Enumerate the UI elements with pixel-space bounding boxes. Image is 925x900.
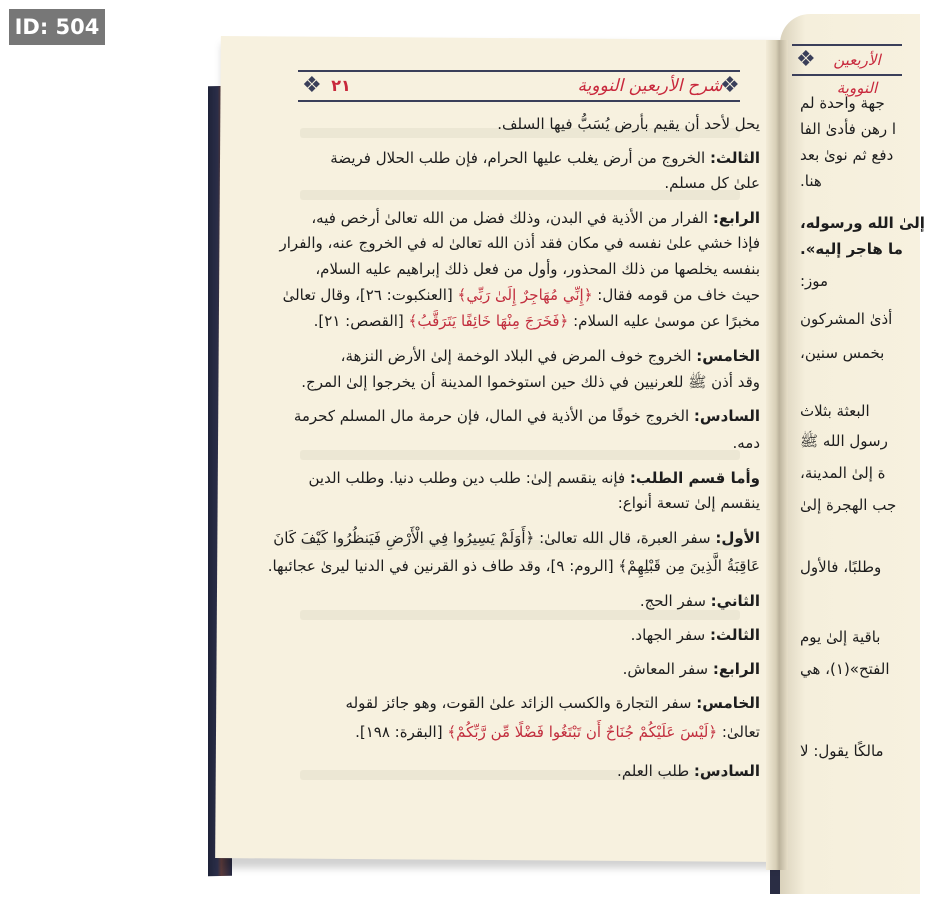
right-page-line: أذىٰ المشركون (800, 310, 893, 328)
right-page-line: ا رهن فأدىٰ الفا (800, 120, 897, 138)
body-line: حيث خاف من قومه فقال: ﴿إِنِّي مُهَاجِرٌ إِلَىٰ رَبِّي﴾ [العنكبوت: ٢٦]، وقال تعالىٰ (282, 286, 760, 304)
page-header-title: شرح الأربعين النووية (577, 76, 723, 96)
body-line: الثاني: سفر الحج. (639, 592, 760, 610)
body-line: الخامس: سفر التجارة والكسب الزائد علىٰ القوت، وهو جائز لقوله (345, 694, 760, 712)
right-page-line: هنا. (800, 172, 822, 190)
body-line: وقد أذن ﷺ للعرنيين في ذلك حين استوخموا المدينة أن يخرجوا إلىٰ المرج. (301, 373, 760, 391)
body-line: مخبرًا عن موسىٰ عليه السلام: ﴿فَخَرَجَ مِنْهَا خَائِفًا يَتَرَقَّبُ﴾ [القصص: ٢١]. (313, 312, 760, 330)
body-line: دمه. (732, 434, 760, 452)
right-page-line: ما هاجر إليه». (800, 240, 903, 258)
body-line: السادس: الخروج خوفًا من الأذية في المال، فإن حرمة مال المسلم كحرمة (293, 407, 760, 425)
body-line: بنفسه يخلصها من ذلك المحذور، وأول من فعل ذلك إبراهيم عليه السلام، (315, 260, 760, 278)
image-id-badge: ID: 504 (9, 9, 105, 45)
body-line: وأما قسم الطلب: فإنه ينقسم إلىٰ: طلب دين وطلب دنيا. وطلب الدين (308, 469, 760, 487)
right-page-line: رسول الله ﷺ (800, 432, 888, 450)
show-through-line (300, 450, 740, 460)
body-line: يحل لأحد أن يقيم بأرض يُسَبُّ فيها السلف. (497, 115, 760, 133)
right-page-line: البعثة بثلاث (800, 402, 870, 420)
right-page-header-title: الأربعين النووية (833, 51, 881, 97)
book-gutter (766, 40, 788, 870)
body-line: تعالىٰ: ﴿لَيْسَ عَلَيْكُمْ جُنَاحٌ أَن تَبْتَغُوا فَضْلًا مِّن رَّبِّكُمْ﴾ [البقرة: ١٩٨]. (355, 723, 760, 741)
right-page-line: دفع ثم نوىٰ بعد (800, 146, 894, 164)
right-page-line: إلىٰ الله ورسوله، (800, 214, 925, 232)
right-page-line: بخمس سنين، (800, 344, 885, 362)
body-line: علىٰ كل مسلم. (664, 174, 760, 192)
body-line: السادس: طلب العلم. (617, 762, 760, 780)
page-number: ٢١ (331, 76, 351, 95)
body-line: عَاقِبَةُ الَّذِينَ مِن قَبْلِهِمْ﴾ [الروم: ٩]، وقد طاف ذو القرنين في الدنيا ليرىٰ عجائبها. (267, 557, 760, 575)
right-page-line: موز: (800, 272, 829, 290)
body-line: الثالث: سفر الجهاد. (630, 626, 760, 644)
right-page-line: باقية إلىٰ يوم (800, 628, 881, 646)
body-line: ينقسم إلىٰ تسعة أنواع: (617, 494, 760, 512)
body-line: الرابع: سفر المعاش. (622, 660, 760, 678)
right-header-ornament-icon: ❖ (796, 47, 816, 72)
right-page-line: جب الهجرة إلىٰ (800, 496, 897, 514)
right-page-line: وطلبًا، فالأول (800, 558, 882, 576)
body-line: الأول: سفر العبرة، قال الله تعالىٰ: ﴿أَوَلَمْ يَسِيرُوا فِي الْأَرْضِ فَيَنظُرُوا كَيْفَ كَانَ (273, 529, 760, 547)
header-ornament-right-icon: ❖ (720, 73, 740, 98)
body-line: الرابع: الفرار من الأذية في البدن، وذلك فضل من الله تعالىٰ أرخص فيه، (311, 209, 760, 227)
right-page-line: ة إلىٰ المدينة، (800, 464, 886, 482)
right-page-line: جهة واحدة لم (800, 94, 885, 112)
body-line: الثالث: الخروج من أرض يغلب عليها الحرام، فإن طلب الحلال فريضة (330, 149, 760, 167)
body-line: فإذا خشي علىٰ نفسه في مكان فقد أذن الله تعالىٰ له في الخروج عنه، والفرار (279, 234, 760, 252)
header-ornament-left-icon: ❖ (302, 73, 322, 98)
body-line: الخامس: الخروج خوف المرض في البلاد الوخمة إلىٰ الأرض النزهة، (340, 347, 760, 365)
right-page-line: مالكًا يقول: لا (800, 742, 884, 760)
right-page-line: الفتح»(١)، هي (800, 660, 890, 678)
